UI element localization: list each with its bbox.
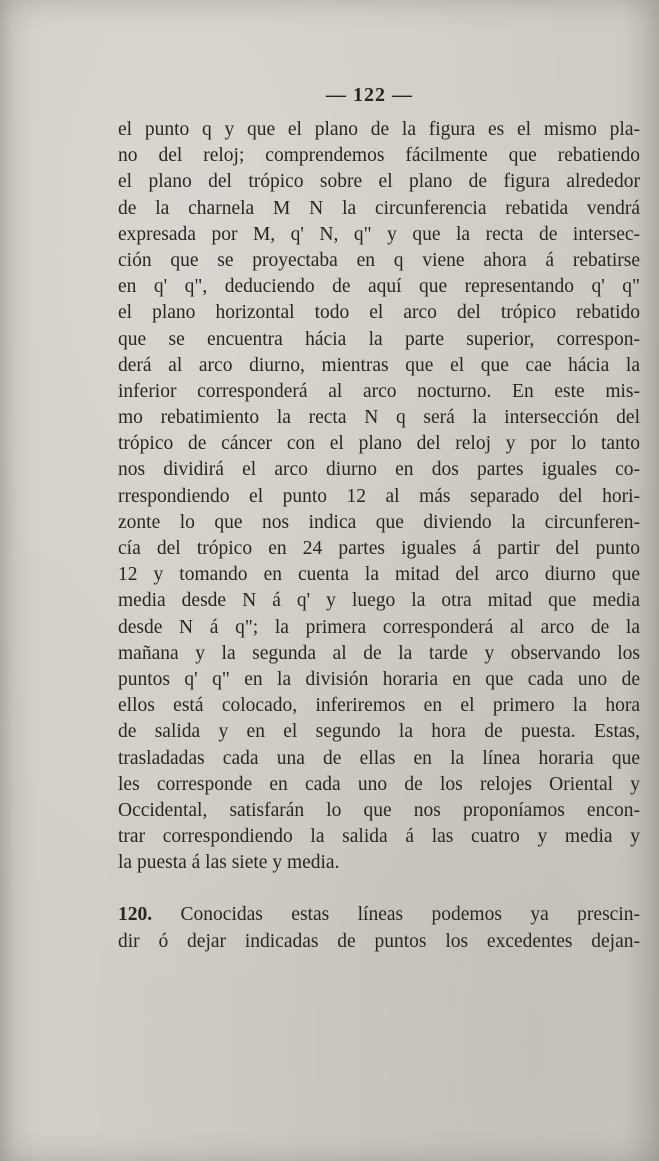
- text-line: 12 y tomando en cuenta la mitad del arco diurno que: [118, 564, 640, 586]
- text-line: la puesta á las siete y media.: [118, 852, 340, 874]
- text-line: [118, 902, 640, 928]
- text-line: media desde N á q' y luego la otra mitad que media: [118, 590, 640, 612]
- text-line: el plano horizontal todo el arco del trópico rebatido: [118, 302, 640, 324]
- text-line: en q' q", deduciendo de aquí que representando q' q": [118, 276, 640, 298]
- text-line: rrespondiendo el punto 12 al más separado del hori-: [118, 485, 640, 507]
- text-line: trar correspondiendo la salida á las cuatro y media y: [118, 826, 640, 848]
- text-line: zonte lo que nos indica que diviendo la circunferen-: [118, 511, 640, 533]
- text-line: el plano del trópico sobre el plano de figura alrededor: [118, 171, 640, 193]
- text-line: trópico de cáncer con el plano del reloj y por lo tanto: [118, 433, 640, 455]
- text-line: de salida y en el segundo la hora de puesta. Estas,: [118, 721, 640, 743]
- text-line: derá al arco diurno, mientras que el que cae hácia la: [118, 354, 640, 376]
- text-line: mañana y la segunda al de la tarde y observando los: [118, 642, 640, 664]
- text-line: el punto q y que el plano de la figura es el mismo pla-: [118, 119, 640, 140]
- text-line: les corresponde en cada uno de los relojes Oriental y: [118, 773, 640, 795]
- text-line: inferior corresponderá al arco nocturno. En este mis-: [118, 380, 640, 402]
- text-line: Occidental, satisfarán lo que nos proponíamos encon-: [118, 799, 640, 821]
- paragraph-gap: [118, 876, 640, 902]
- text-line: mo rebatimiento la recta N q será la intersección del: [118, 407, 640, 429]
- text-line-content: Conocidas estas líneas podemos ya prescin-: [180, 904, 640, 926]
- paragraph: [118, 902, 640, 954]
- paragraph: [118, 117, 640, 876]
- body-text: [118, 117, 640, 955]
- text-line: nos dividirá el arco diurno en dos partes iguales co-: [118, 459, 640, 481]
- text-line: dir ó dejar indicadas de puntos los excedentes dejan-: [118, 930, 640, 952]
- text-line: ellos está colocado, inferiremos en el primero la hora: [118, 695, 640, 717]
- text-line: desde N á q"; la primera corresponderá al arco de la: [118, 616, 640, 638]
- text-line: ción que se proyectaba en q viene ahora á rebatirse: [118, 249, 640, 271]
- text-line: trasladadas cada una de ellas en la línea horaria que: [118, 747, 640, 769]
- text-line: cía del trópico en 24 partes iguales á partir del punto: [118, 538, 640, 559]
- page-number: — 122 —: [326, 84, 413, 106]
- text-line: expresada por M, q' N, q" y que la recta de intersec-: [118, 223, 640, 245]
- text-line: puntos q' q" en la división horaria en que cada uno de: [118, 668, 640, 690]
- text-line: no del reloj; comprendemos fácilmente que rebatiendo: [118, 145, 640, 167]
- text-line: que se encuentra hácia la parte superior, correspon-: [118, 328, 640, 350]
- text-line: de la charnela M N la circunferencia rebatida vendrá: [118, 197, 640, 219]
- section-number: 120.: [118, 904, 153, 926]
